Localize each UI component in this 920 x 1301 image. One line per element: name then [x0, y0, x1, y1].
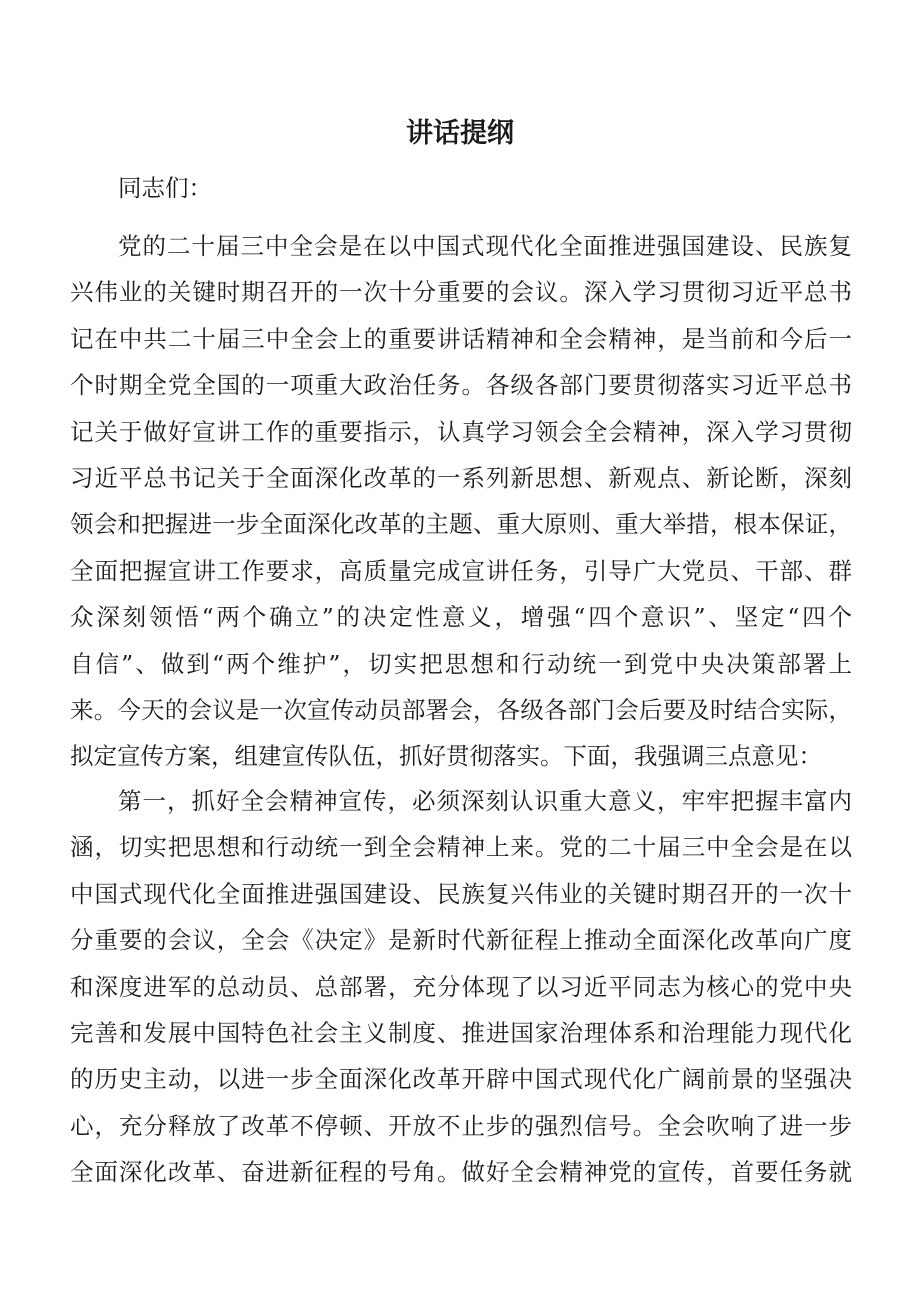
paragraph-line: 党的二十届三中全会是在以中国式现代化全面推进强国建设、民族复 [118, 232, 852, 260]
paragraph-line: 中国式现代化全面推进强国建设、民族复兴伟业的关键时期召开的一次十 [70, 879, 852, 908]
paragraph-line: 个时期全党全国的一项重大政治任务。各级各部门要贯彻落实习近平总书 [70, 371, 852, 400]
paragraph-line: 领会和把握进一步全面深化改革的主题、重大原则、重大举措，根本保证， [70, 510, 852, 539]
paragraph-line: 记在中共二十届三中全会上的重要讲话精神和全会精神，是当前和今后一 [70, 324, 852, 353]
salutation: 同志们： [118, 174, 212, 202]
document-title: 讲话提纲 [406, 118, 514, 149]
paragraph-line: 的历史主动，以进一步全面深化改革开辟中国式现代化广阔前景的坚强决 [70, 1065, 852, 1094]
paragraph-line: 和深度进军的总动员、总部署，充分体现了以习近平同志为核心的党中央 [70, 972, 852, 1001]
paragraph-line: 众深刻领悟“两个确立”的决定性意义，增强“四个意识”、坚定“四个 [70, 603, 852, 632]
paragraph-line: 第一，抓好全会精神宣传，必须深刻认识重大意义，牢牢把握丰富内 [118, 787, 852, 815]
paragraph-line: 记关于做好宣讲工作的重要指示，认真学习领会全会精神，深入学习贯彻 [70, 417, 852, 446]
paragraph-line: 习近平总书记关于全面深化改革的一系列新思想、新观点、新论断，深刻 [70, 463, 852, 492]
paragraph-line: 心，充分释放了改革不停顿、开放不止步的强烈信号。全会吹响了进一步 [70, 1111, 852, 1140]
paragraph-line: 完善和发展中国特色社会主义制度、推进国家治理体系和治理能力现代化 [70, 1018, 852, 1047]
paragraph-line: 兴伟业的关键时期召开的一次十分重要的会议。深入学习贯彻习近平总书 [70, 278, 852, 307]
paragraph-line: 分重要的会议，全会《决定》是新时代新征程上推动全面深化改革向广度 [70, 926, 852, 955]
paragraph-1 [70, 223, 852, 780]
paragraph-line: 涵，切实把思想和行动统一到全会精神上来。党的二十届三中全会是在以 [70, 833, 852, 862]
paragraph-line: 拟定宣传方案，组建宣传队伍，抓好贯彻落实。下面，我强调三点意见： [70, 742, 822, 771]
paragraph-line: 全面把握宣讲工作要求，高质量完成宣讲任务，引导广大党员、干部、群 [70, 556, 852, 585]
paragraph-line: 全面深化改革、奋进新征程的号角。做好全会精神党的宣传，首要任务就 [70, 1158, 852, 1187]
paragraph-line: 自信”、做到“两个维护”，切实把思想和行动统一到党中央决策部署上 [70, 649, 852, 678]
paragraph-2 [70, 778, 852, 1196]
paragraph-line: 来。今天的会议是一次宣传动员部署会，各级各部门会后要及时结合实际， [70, 695, 852, 724]
